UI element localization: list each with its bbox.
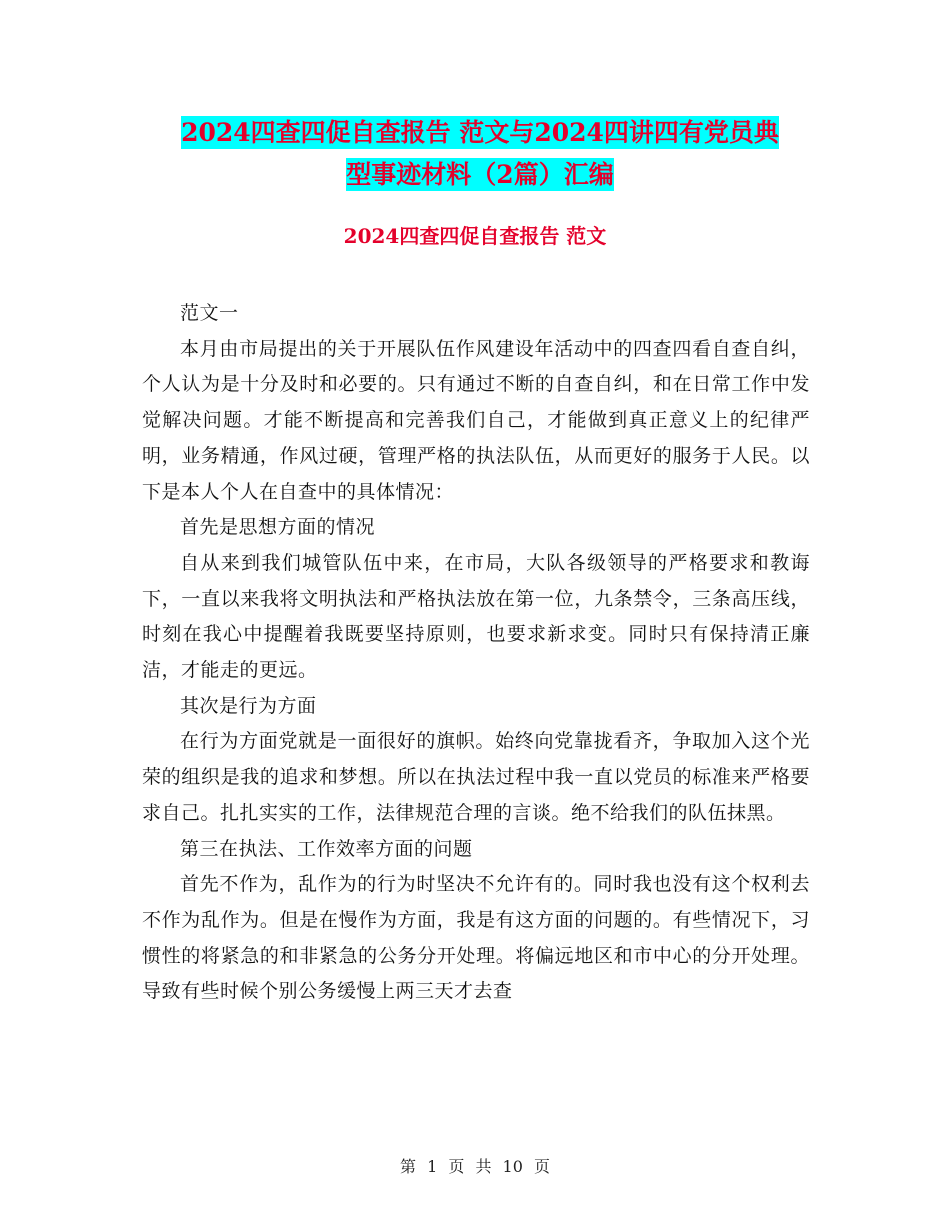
document-body xyxy=(142,296,810,1010)
page-footer: 第 1 页 共 10 页 xyxy=(400,1157,550,1176)
paragraph: 首先不作为，乱作为的行为时坚决不允许有的。同时我也没有这个权利去不作为乱作为。但是在慢作为方面，我是有这方面的问题的。有些情况下，习惯性的将紧急的和非紧急的公务分开处理。将偏远地区和市中心的分开处理。导致有些时候个别公务缓慢上两三天才去查 xyxy=(142,873,810,1003)
title-highlight: 2024四查四促自查报告 范文与2024四讲四有党员典 xyxy=(181,118,779,147)
paragraph: 第三在执法、工作效率方面的问题 xyxy=(180,837,473,860)
title-highlight: 型事迹材料（2篇）汇编 xyxy=(346,160,614,189)
section-title: 2024四查四促自查报告 范文 xyxy=(343,224,607,248)
paragraph: 在行为方面党就是一面很好的旗帜。始终向党靠拢看齐，争取加入这个光荣的组织是我的追求和梦想。所以在执法过程中我一直以党员的标准来严格要求自己。扎扎实实的工作，法律规范合理的言谈。绝不给我们的队伍抹黑。 xyxy=(142,730,810,824)
document-title-line-1 xyxy=(120,110,840,156)
paragraph: 自从来到我们城管队伍中来，在市局，大队各级领导的严格要求和教诲下，一直以来我将文明执法和严格执法放在第一位，九条禁令，三条高压线，时刻在我心中提醒着我既要坚持原则，也要求新求变。同时只有保持清正廉洁，才能走的更远。 xyxy=(142,551,810,682)
document-title-line-2 xyxy=(120,152,840,198)
paragraph: 其次是行为方面 xyxy=(180,694,317,717)
paragraph: 首先是思想方面的情况 xyxy=(180,516,376,539)
paragraph: 范文一 xyxy=(180,302,239,324)
paragraph: 本月由市局提出的关于开展队伍作风建设年活动中的四查四看自查自纠，个人认为是十分及时和必要的。只有通过不断的自查自纠，和在日常工作中发觉解决问题。才能不断提高和完善我们自己，才能做到真正意义上的纪律严明，业务精通，作风过硬，管理严格的执法队伍，从而更好的服务于人民。以下是本人个人在自查中的具体情况： xyxy=(142,337,810,503)
